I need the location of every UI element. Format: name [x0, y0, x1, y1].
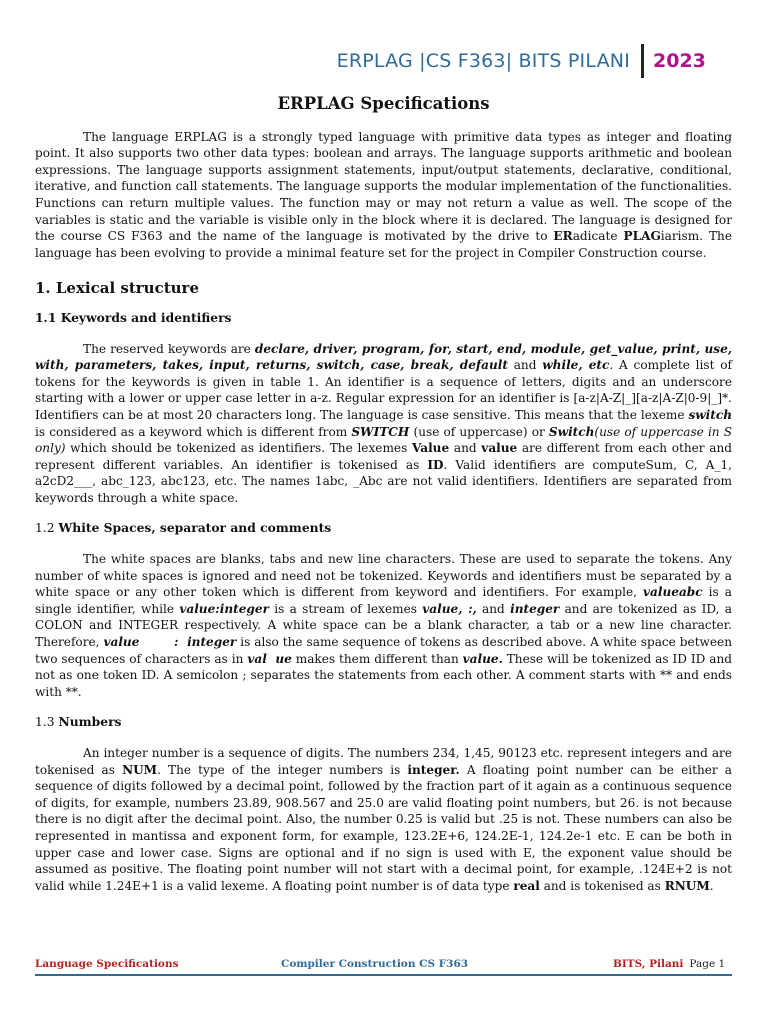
- footer-institution: BITS, Pilani: [613, 958, 684, 970]
- text-span: The language ERPLAG is a strongly typed language with primitive data types as integer and floating point. It also supports two other data types: boolean and arrays. The language supports arithmetic and boolean expressions. The language supports assignment statements, input/output statements, declarative, conditional, iterative, and function call statements. The language supports the modular implementation of the functionalities. Functions can return multiple values. The function may or may not return a value as well. The scope of the variables is static and the variable is visible only in the block where it is declared. The language is designed for the course CS F363 and the name of the language is motivated by the drive to: [35, 129, 732, 244]
- subsection-heading: [35, 714, 732, 731]
- bold-span: PLAG: [623, 229, 661, 244]
- bold-span: ID: [427, 457, 444, 472]
- keyword-span: integer: [510, 601, 560, 616]
- keyword-span: switch: [688, 407, 732, 422]
- text-span: which should be tokenized as identifiers. The lexemes: [65, 441, 412, 456]
- document-title: ERPLAG Specifications: [277, 94, 490, 113]
- text-span: An integer number is a sequence of digits. The numbers 234, 1,45, 90123 etc. represent integers and are tokenised as: [35, 746, 732, 777]
- whitespace-paragraph: [35, 551, 732, 700]
- keyword-list: declare, driver, program, for, start, end, module, get_value, print, use, with, parameters, takes, input, returns, switch, case, break, default: [35, 341, 732, 373]
- header-title: ERPLAG |CS F363| BITS PILANI: [336, 50, 630, 72]
- subsection-heading: [35, 520, 732, 537]
- text-span: are different from each other and represent different variables. An identifier is tokenised as: [35, 441, 732, 472]
- keyword-span: value, :,: [422, 601, 477, 616]
- subsection-number: 1.2: [35, 521, 59, 536]
- subsection-title: Keywords and identifiers: [60, 309, 232, 325]
- text-span: and is tokenised as: [539, 878, 665, 893]
- text-span: The white spaces are blanks, tabs and new line characters. These are used to separate the tokens. Any number of white spaces is ignored and need not be tokenized. Keywords and identifiers must be separated by a white space or any other token which is different from keyword and identifiers. For example,: [35, 552, 732, 600]
- subsection-number: 1.1: [35, 309, 61, 325]
- text-span: These will be tokenized as ID ID and not as one token ID. A semicolon ; separates the statements from each other. A comment starts with ** and ends with **.: [35, 651, 732, 699]
- footer-right: [613, 958, 725, 970]
- text-span: and: [449, 441, 482, 456]
- text-span: is a single identifier, while: [35, 585, 732, 616]
- footer-rule: [35, 974, 732, 976]
- text-span: and are tokenized as ID, a COLON and INTEGER respectively. A white space can be a blank character, a tab or a new line character. Therefore,: [35, 601, 733, 650]
- keyword-span: val ue: [247, 651, 292, 666]
- subsection-heading: [35, 310, 732, 327]
- text-span: . A complete list of tokens for the keywords is given in table 1. An identifier is a sequence of letters, digits and an underscore starting with a lower or upper case letter in a-z. Regular expression for an identifier is [a-z|A-Z|_][a-z|A-Z|0-9|_]*. Identifiers can be at most 20 characters long. The language is case sensitive. This means that the lexeme: [35, 358, 732, 422]
- header-year: 2023: [653, 50, 706, 72]
- bold-span: real: [513, 878, 540, 893]
- numbers-paragraph: [35, 745, 732, 894]
- bold-span: ER: [553, 229, 573, 244]
- text-span: is considered as a keyword which is different from: [35, 424, 352, 439]
- footer-center: Compiler Construction CS F363: [281, 958, 469, 970]
- intro-paragraph: [35, 129, 732, 262]
- keyword-span: while, etc: [542, 358, 610, 373]
- italic-span: (use of uppercase in S only): [35, 424, 733, 456]
- footer-left: Language Specifications: [35, 958, 179, 970]
- header-divider: [641, 44, 644, 78]
- spacer: [35, 506, 732, 520]
- bold-span: NUM: [122, 762, 158, 777]
- bold-span: value: [481, 441, 518, 456]
- bold-span: RNUM: [664, 878, 710, 893]
- subsection-title: White Spaces, separator and comments: [58, 520, 332, 536]
- page-header: [0, 44, 768, 80]
- text-span: A floating point number can be either a sequence of digits followed by a decimal point, followed by the fraction part of it again as a continuous sequence of digits, for example, numbers 23.89, 908.567 and 25.0 are valid floating point numbers, but 26. is not because there is no digit after the decimal point. Also, the number 0.25 is valid but .25 is not. These numbers can also be represented in mantissa and exponent form, for example, 123.2E+6, 124.2E-1, 124.2e-1 etc. E can be both in upper case and lower case. Signs are optional and if no sign is used with E, the exponent value should be assumed as positive. The floating point number will not start with a decimal point, for example, .124E+2 is not valid while 1.24E+1 is a valid lexeme. A floating point number is of data type: [35, 762, 733, 893]
- keyword-span: Switch: [548, 424, 595, 439]
- text-span: is a stream of lexemes: [268, 601, 423, 616]
- document-body: [35, 96, 732, 894]
- spacer: [35, 700, 732, 714]
- text-span: makes them different than: [291, 651, 463, 666]
- text-span: iarism. The language has been evolving to provide a minimal feature set for the project in Compiler Construction course.: [35, 229, 732, 260]
- keyword-span: value.: [462, 651, 503, 666]
- keyword-span: value:integer: [179, 601, 269, 616]
- keywords-paragraph: [35, 341, 732, 507]
- text-span: .: [709, 878, 714, 893]
- keyword-span: valueabc: [643, 585, 703, 600]
- bold-span: Value: [411, 441, 450, 456]
- bold-span: integer.: [407, 762, 460, 777]
- text-span: . The type of the integer numbers is: [157, 762, 408, 777]
- keyword-span: SWITCH: [351, 424, 410, 439]
- subsection-title: Numbers: [58, 714, 122, 730]
- text-span: and: [476, 601, 511, 616]
- text-span: adicate: [572, 229, 624, 244]
- subsection-number: 1.3: [35, 715, 59, 730]
- text-span: . Valid identifiers are computeSum, C, A_1, a2cD2___, abc_123, abc123, etc. The names 1abc, _Abc are not valid identifiers. Identifiers are separated from keywords through a white space.: [35, 457, 732, 505]
- text-span: and: [507, 358, 543, 373]
- text-span: The reserved keywords are: [83, 341, 255, 356]
- keyword-span: value : integer: [103, 635, 237, 650]
- section-heading: 1. Lexical structure: [35, 279, 199, 298]
- text-span: is also the same sequence of tokens as described above. A white space between two sequences of characters as in: [35, 635, 733, 666]
- text-span: (use of uppercase) or: [409, 424, 549, 439]
- page-number: Page 1: [689, 958, 726, 970]
